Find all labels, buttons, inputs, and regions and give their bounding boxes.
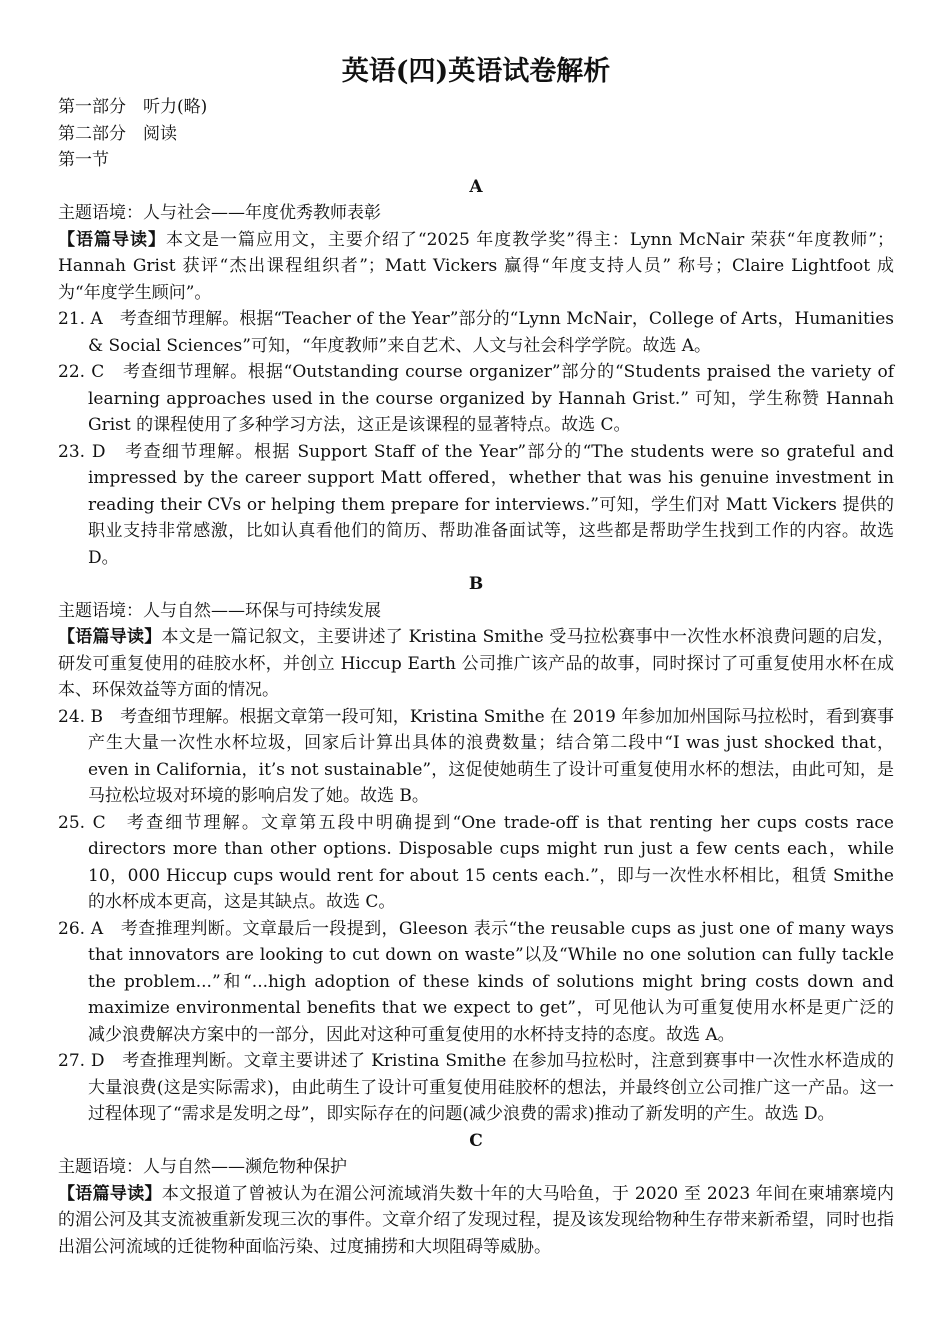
intro-label: 【语篇导读】 bbox=[58, 627, 162, 647]
question-27: 27. D 考查推理判断。文章主要讲述了 Kristina Smithe 在参加马拉松时，注意到赛事中一次性水杯造成的大量浪费(这是实际需求)，由此萌生了设计可重复使用硅胶杯的想法，并最终创立公司推广这一产品。这一过程体现了“需求是发明之母”，即实际存在的问题(减少浪费的需求)推动了新发明的产生。故选 D。 bbox=[58, 1051, 894, 1124]
part2-heading: 第二部分 阅读 bbox=[58, 123, 177, 144]
question-26: 26. A 考查推理判断。文章最后一段提到，Gleeson 表示“the reusable cups as just one of many ways that innovators are looking to cut down on waste”以及“While no one solution can fully tackle the problem...”和“...high adoption of these kinds of solutions might bring costs down and maximize environmental benefits that we expect to get”，可见他认为可重复使用水杯是更广泛的减少浪费解决方案中的一部分，因此对这种可重复使用的水杯持支持的态度。故选 A。 bbox=[58, 918, 894, 1045]
intro-label: 【语篇导读】 bbox=[58, 229, 166, 250]
passage-a-letter: A bbox=[469, 176, 483, 197]
question-21: 21. A 考查细节理解。根据“Teacher of the Year”部分的“Lynn McNair，College of Arts，Humanities & Social Sciences”可知，“年度教师”来自艺术、人文与社会科学学院。故选 A。 bbox=[58, 309, 894, 356]
part1-heading: 第一部分 听力(略) bbox=[58, 97, 208, 117]
intro-text: 本文报道了曾被认为在湄公河流域消失数十年的大马哈鱼，于 2020 至 2023 年间在柬埔寨境内的湄公河及其支流被重新发现三次的事件。文章介绍了发现过程，提及该发现给物种生存带来新希望，同时也指出湄公河流域的迁徙物种面临污染、过度捕捞和大坝阻碍等威胁。 bbox=[58, 1183, 894, 1257]
passage-b-theme: 主题语境：人与自然——环保与可持续发展 bbox=[58, 600, 381, 621]
question-22: 22. C 考查细节理解。根据“Outstanding course organizer”部分的“Students praised the variety of learning approaches used in the course organized by Hannah Grist.” 可知，学生称赞 Hannah Grist 的课程使用了多种学习方法，这正是该课程的显著特点。故选 C。 bbox=[58, 362, 894, 435]
passage-c-letter: C bbox=[469, 1130, 483, 1151]
document-page bbox=[58, 50, 894, 1260]
intro-text: 本文是一篇应用文，主要介绍了“2025 年度教学奖”得主：Lynn McNair 荣获“年度教师”；Hannah Grist 获评“杰出课程组织者”；Matt Vickers 赢得“年度支持人员” 称号；Claire Lightfoot 成为“年度学生顾问”。 bbox=[58, 229, 895, 303]
passage-b-letter: B bbox=[468, 574, 484, 594]
question-24: 24. B 考查细节理解。根据文章第一段可知，Kristina Smithe 在 2019 年参加加州国际马拉松时，看到赛事产生大量一次性水杯垃圾，回家后计算出具体的浪费数量；结合第二段中“I was just shocked that，even in California，it’s not sustainable”，这促使她萌生了设计可重复使用水杯的想法，由此可知，是马拉松垃圾对环境的影响启发了她。故选 B。 bbox=[58, 706, 894, 806]
passage-a-intro bbox=[58, 227, 894, 307]
intro-label: 【语篇导读】 bbox=[58, 1183, 162, 1204]
passage-b-intro bbox=[58, 624, 894, 704]
passage-c-theme: 主题语境：人与自然——濒危物种保护 bbox=[58, 1157, 347, 1177]
passage-c-intro bbox=[58, 1181, 894, 1261]
question-23: 23. D 考查细节理解。根据 Support Staff of the Year”部分的“The students were so grateful and impressed by the career support Matt offered，whether that was his genuine investment in reading their CVs or helping them prepare for interviews.”可知，学生们对 Matt Vickers 提供的职业支持非常感激，比如认真看他们的简历、帮助准备面试等，这些都是帮助学生找到工作的内容。故选 D。 bbox=[58, 441, 894, 568]
document-title: 英语(四)英语试卷解析 bbox=[341, 56, 611, 87]
intro-text: 本文是一篇记叙文，主要讲述了 Kristina Smithe 受马拉松赛事中一次性水杯浪费问题的启发，研发可重复使用的硅胶水杯，并创立 Hiccup Earth 公司推广该产品的故事，同时探讨了可重复使用水杯在成本、环保效益等方面的情况。 bbox=[58, 627, 894, 700]
passage-a-theme: 主题语境：人与社会——年度优秀教师表彰 bbox=[58, 203, 381, 223]
question-25: 25. C 考查细节理解。文章第五段中明确提到“One trade-off is that renting her cups costs race directors more than other options. Disposable cups might run just a few cents each，while 10，000 Hiccup cups would rent for about 15 cents each.”，即与一次性水杯相比，租赁 Smithe 的水杯成本更高，这是其缺点。故选 C。 bbox=[58, 812, 894, 912]
section1-heading: 第一节 bbox=[58, 150, 109, 170]
